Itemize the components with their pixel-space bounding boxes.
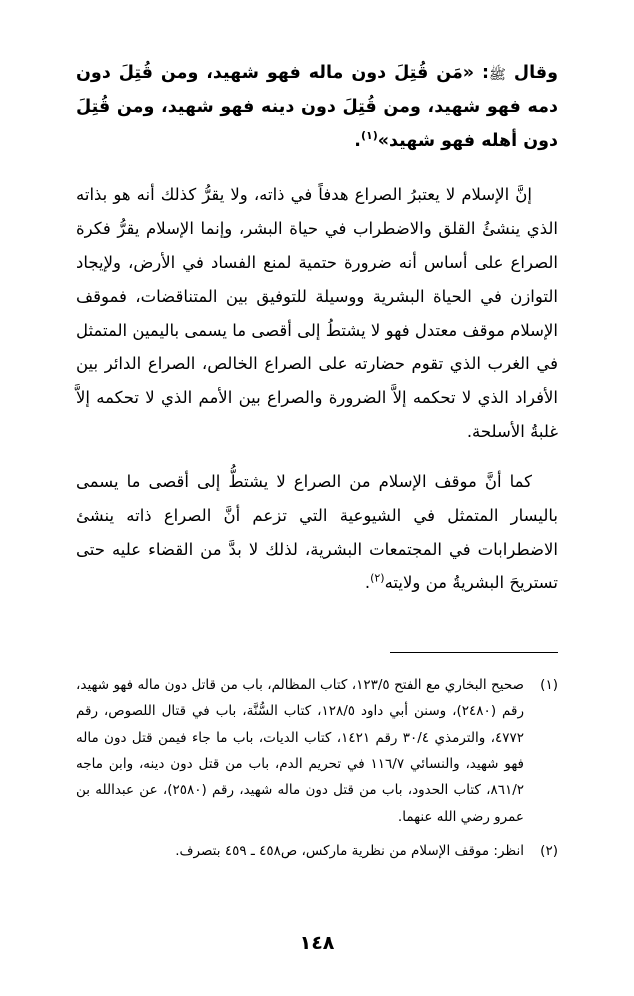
paragraph-2-footnote-marker: (٢) <box>370 571 385 585</box>
footnote-item <box>76 838 558 864</box>
hadith-terminator: . <box>354 131 361 152</box>
page-content <box>76 56 558 600</box>
paragraph-2-text: كما أنَّ موقف الإسلام من الصراع لا يشتطُّ إلى أقصى ما يسمى باليسار المتمثل في الشيوعية التي تزعم أنَّ الصراع ذاته ينشئ الاضطرابات في المجتمعات البشرية، لذلك لا بدَّ من القضاء عليه حتى تستريحَ البشريةُ من ولايته <box>76 471 558 593</box>
paragraph-1 <box>76 178 558 449</box>
paragraph-2 <box>76 465 558 600</box>
page-number: ١٤٨ <box>299 932 335 954</box>
footnote-number: (١) <box>540 677 558 693</box>
sallallahu-alayhi-wasallam-icon: ﷺ <box>489 67 506 83</box>
hadith-text: : «مَن قُتِلَ دون ماله فهو شهيد، ومن قُتِلَ دون دمه فهو شهيد، ومن قُتِلَ دون دينه فهو شهيد، ومن قُتِلَ دون أهله فهو شهيد» <box>76 63 558 152</box>
footnote-separator-rule <box>390 652 558 653</box>
footnotes-section <box>76 672 558 872</box>
paragraph-2-terminator: . <box>364 573 371 593</box>
hadith-quote <box>76 56 558 158</box>
hadith-prefix: وقال <box>513 63 558 83</box>
footnote-text: صحيح البخاري مع الفتح ١٢٣/٥، كتاب المظالم، باب من قاتل دون ماله فهو شهيد، رقم (٢٤٨٠)، وسنن أبي داود ١٢٨/٥، كتاب السُّنَّة، باب في قتال اللصوص، رقم ٤٧٧٢، والترمذي ٣٠/٤ رقم ١٤٢١، كتاب الديات، باب ما جاء فيمن قتل دون ماله فهو شهيد، والنسائي ١١٦/٧ في تحريم الدم، باب من قتل دون دينه، وابن ماجه ٨٦١/٢، كتاب الحدود، باب من قتل دون ماله شهيد، رقم (٢٥٨٠)، عن عبدالله بن عمرو رضي الله عنهما. <box>76 677 525 825</box>
footnote-text: انظر: موقف الإسلام من نظرية ماركس، ص٤٥٨ ـ ٤٥٩ بتصرف. <box>175 842 524 859</box>
footnote-number: (٢) <box>540 842 558 859</box>
footnote-item <box>76 672 558 830</box>
paragraph-1-text: إنَّ الإسلام لا يعتبرُ الصراع هدفاً في ذاته، ولا يقرُّ كذلك أنه هو بذاته الذي ينشئُ القلق والاضطراب في حياة البشر، وإنما الإسلام يقرُّ فكرة الصراع على أساس أنه ضرورة حتمية لمنع الفساد في الأرض، ولإيجاد التوازن في الحياة البشرية ووسيلة للتوفيق بين المتناقضات، فموقف الإسلام موقف معتدل فهو لا يشتطُ إلى أقصى ما يسمى باليمين المتمثل في الغرب الذي تقوم حضارته على الصراع الخالص، الصراع الدائر بين الأفراد الذي لا تحكمه إلاَّ الضرورة والصراع بين الأمم الذي لا تحكمه إلاَّ غلبةُ الأسلحة. <box>76 185 558 442</box>
hadith-footnote-marker: (١) <box>360 129 378 143</box>
